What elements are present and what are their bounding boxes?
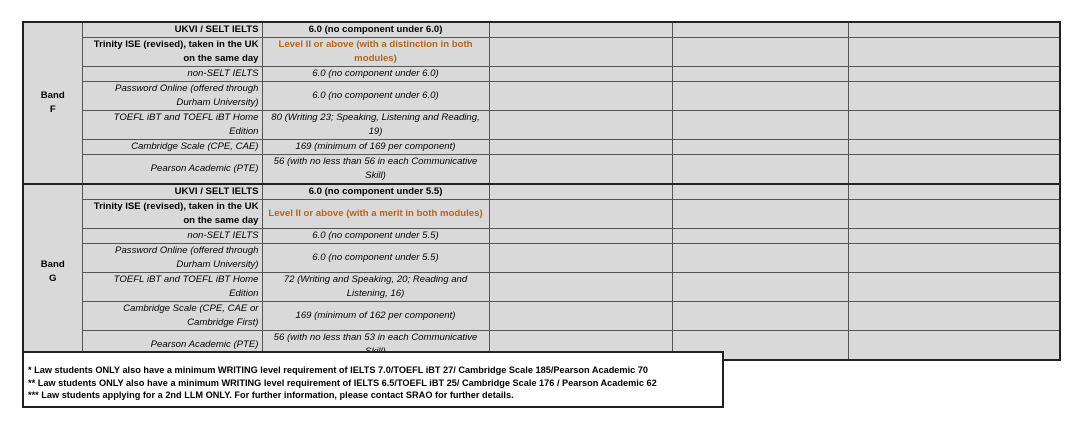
band-label-letter: G	[49, 273, 57, 284]
table-row	[23, 82, 1060, 111]
empty-cell	[848, 140, 1060, 155]
requirement-cell: 6.0 (no component under 6.0)	[262, 67, 489, 82]
empty-cell	[848, 155, 1060, 185]
empty-cell	[489, 22, 672, 38]
band-label-word: Band	[40, 259, 65, 270]
requirement-cell: 80 (Writing 23; Speaking, Listening and Reading, 19)	[262, 111, 489, 140]
table-row	[23, 67, 1060, 82]
test-name-cell: UKVI / SELT IELTS	[82, 22, 262, 38]
table-row	[23, 111, 1060, 140]
empty-cell	[672, 140, 848, 155]
empty-cell	[489, 273, 672, 302]
empty-cell	[848, 229, 1060, 244]
empty-cell	[489, 67, 672, 82]
empty-cell	[489, 140, 672, 155]
table-row	[23, 302, 1060, 331]
table-row	[23, 244, 1060, 273]
test-name-cell: TOEFL iBT and TOEFL iBT Home Edition	[82, 273, 262, 302]
requirement-cell: 6.0 (no component under 6.0)	[262, 22, 489, 38]
empty-cell	[672, 111, 848, 140]
requirement-cell: Level II or above (with a distinction in both modules)	[262, 38, 489, 67]
requirement-cell: 169 (minimum of 162 per component)	[262, 302, 489, 331]
table-row	[23, 22, 1060, 38]
test-name-cell: Pearson Academic (PTE)	[82, 155, 262, 185]
empty-cell	[489, 38, 672, 67]
table-row	[23, 140, 1060, 155]
test-name-cell: UKVI / SELT IELTS	[82, 184, 262, 200]
empty-cell	[672, 200, 848, 229]
footnote-3: *** Law students applying for a 2nd LLM ONLY. For further information, please contact SRAO for further details.	[28, 390, 514, 400]
requirements-table	[22, 21, 1061, 361]
band-label	[23, 22, 82, 184]
test-name-cell: Cambridge Scale (CPE, CAE)	[82, 140, 262, 155]
requirement-cell: 72 (Writing and Speaking, 20; Reading and Listening, 16)	[262, 273, 489, 302]
table-row	[23, 273, 1060, 302]
test-name-cell: non-SELT IELTS	[82, 67, 262, 82]
empty-cell	[489, 82, 672, 111]
footnotes-box	[22, 351, 724, 408]
empty-cell	[672, 22, 848, 38]
empty-cell	[489, 184, 672, 200]
empty-cell	[489, 302, 672, 331]
empty-cell	[848, 67, 1060, 82]
empty-cell	[672, 82, 848, 111]
test-name-cell: Trinity ISE (revised), taken in the UK on the same day	[82, 200, 262, 229]
table-row	[23, 38, 1060, 67]
table-row	[23, 184, 1060, 200]
band-label-word: Band	[40, 90, 65, 101]
empty-cell	[672, 229, 848, 244]
empty-cell	[672, 302, 848, 331]
empty-cell	[848, 111, 1060, 140]
empty-cell	[489, 200, 672, 229]
empty-cell	[848, 22, 1060, 38]
empty-cell	[848, 38, 1060, 67]
test-name-cell: Password Online (offered through Durham University)	[82, 82, 262, 111]
empty-cell	[489, 229, 672, 244]
band-label-letter: F	[49, 104, 56, 115]
empty-cell	[848, 200, 1060, 229]
band-label	[23, 184, 82, 360]
empty-cell	[672, 67, 848, 82]
table-row	[23, 155, 1060, 185]
requirement-cell: 6.0 (no component under 5.5)	[262, 229, 489, 244]
table-row	[23, 229, 1060, 244]
band-group	[23, 22, 1060, 184]
footnote-1: * Law students ONLY also have a minimum WRITING level requirement of IELTS 7.0/TOEFL iBT 27/ Cambridge Scale 185/Pearson Academic 70	[28, 365, 649, 375]
empty-cell	[672, 155, 848, 185]
empty-cell	[672, 184, 848, 200]
requirement-cell: 6.0 (no component under 5.5)	[262, 244, 489, 273]
band-group	[23, 184, 1060, 360]
empty-cell	[489, 111, 672, 140]
empty-cell	[848, 82, 1060, 111]
test-name-cell: Trinity ISE (revised), taken in the UK on the same day	[82, 38, 262, 67]
test-name-cell: Password Online (offered through Durham University)	[82, 244, 262, 273]
test-name-cell: Pearson Academic (PTE)	[82, 331, 262, 361]
requirement-cell: Level II or above (with a merit in both modules)	[262, 200, 489, 229]
requirement-cell: 56 (with no less than 56 in each Communicative Skill)	[262, 155, 489, 185]
table-row	[23, 200, 1060, 229]
requirement-cell: 169 (minimum of 169 per component)	[262, 140, 489, 155]
empty-cell	[848, 273, 1060, 302]
empty-cell	[672, 244, 848, 273]
footnote-2: ** Law students ONLY also have a minimum WRITING level requirement of IELTS 6.5/TOEFL iBT 25/ Cambridge Scale 176 / Pearson Academic 62	[28, 377, 657, 388]
empty-cell	[848, 331, 1060, 361]
test-name-cell: non-SELT IELTS	[82, 229, 262, 244]
requirement-cell: 6.0 (no component under 5.5)	[262, 184, 489, 200]
test-name-cell: Cambridge Scale (CPE, CAE or Cambridge First)	[82, 302, 262, 331]
requirement-cell: 6.0 (no component under 6.0)	[262, 82, 489, 111]
empty-cell	[672, 38, 848, 67]
empty-cell	[848, 302, 1060, 331]
empty-cell	[489, 244, 672, 273]
empty-cell	[672, 273, 848, 302]
empty-cell	[848, 184, 1060, 200]
test-name-cell: TOEFL iBT and TOEFL iBT Home Edition	[82, 111, 262, 140]
empty-cell	[848, 244, 1060, 273]
requirement-cell: 56 (with no less than 53 in each Communicative	[262, 331, 489, 361]
empty-cell	[489, 155, 672, 185]
